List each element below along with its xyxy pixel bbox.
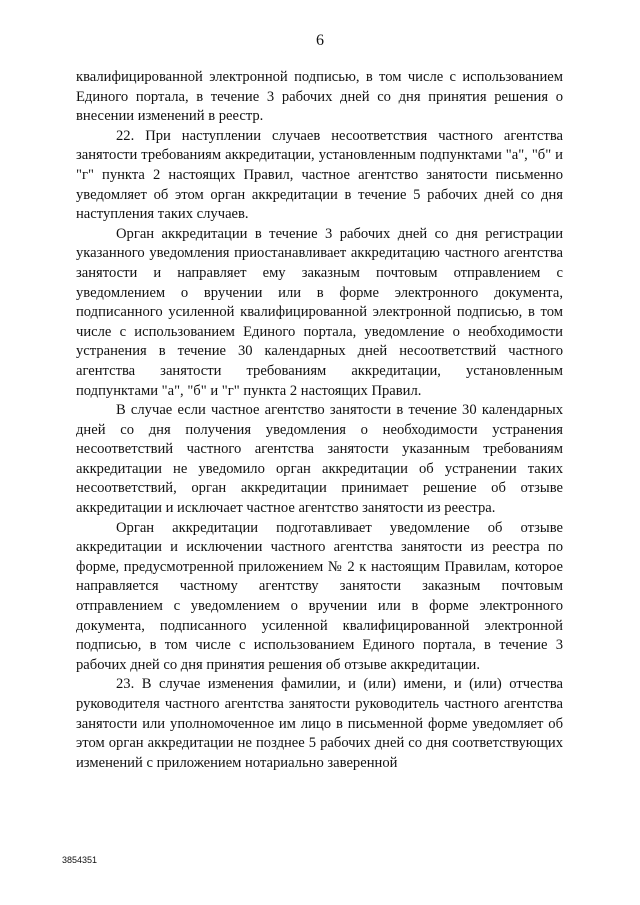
paragraph: 23. В случае изменения фамилии, и (или) имени, и (или) отчества руководителя частного агентства занятости руководитель частного агентства занятости или уполномоченное им лицо в письменной форме уведомляет об этом орган аккредитации не позднее 5 рабочих дней со дня соответствующих изменений с приложением нотариально заверенной <box>76 676 563 771</box>
paragraph: Орган аккредитации в течение 3 рабочих дней со дня регистрации указанного уведомления приостанавливает аккредитацию частного агентства занятости и направляет ему заказным почтовым отправлением с уведомлением о вручении или в форме электронного документа, подписанного усиленной квалифицированной электронной подписью, в том числе с использованием Единого портала, уведомление о необходимости устранения в течение 30 календарных дней несоответствий частного агентства занятости требованиям аккредитации, установленным подпунктами "а", "б" и "г" пункта 2 настоящих Правил. <box>76 225 563 399</box>
paragraph: квалифицированной электронной подписью, в том числе с использованием Единого портала, в течение 3 рабочих дней со дня принятия решения о внесении изменений в реестр. <box>76 69 563 125</box>
paragraph: 22. При наступлении случаев несоответствия частного агентства занятости требованиям аккредитации, установленным подпунктами "а", "б" и "г" пункта 2 настоящих Правил, частное агентство занятости письменно уведомляет об этом орган аккредитации в течение 5 рабочих дней со дня наступления таких случаев. <box>76 127 563 223</box>
document-id: 3854351 <box>62 855 98 865</box>
paragraph: Орган аккредитации подготавливает уведомление об отзыве аккредитации и исключении частного агентства занятости из реестра по форме, предусмотренной приложением № 2 к настоящим Правилам, которое направляется частному агентству занятости заказным почтовым отправлением с уведомлением о вручении или в форме электронного документа, подписанного усиленной квалифицированной электронной подписью, в том числе с использованием Единого портала, в течение 3 рабочих дней со дня принятия решения об отзыве аккредитации. <box>76 519 563 673</box>
document-body <box>76 68 563 773</box>
paragraph: В случае если частное агентство занятости в течение 30 календарных дней со дня получения уведомления о необходимости устранения несоответствий частного агентства занятости указанным требованиям аккредитации не уведомило орган аккредитации об устранении таких несоответствий, орган аккредитации принимает решение об отзыве аккредитации и исключает частное агентство занятости из реестра. <box>76 402 563 517</box>
page-number: 6 <box>316 32 324 49</box>
